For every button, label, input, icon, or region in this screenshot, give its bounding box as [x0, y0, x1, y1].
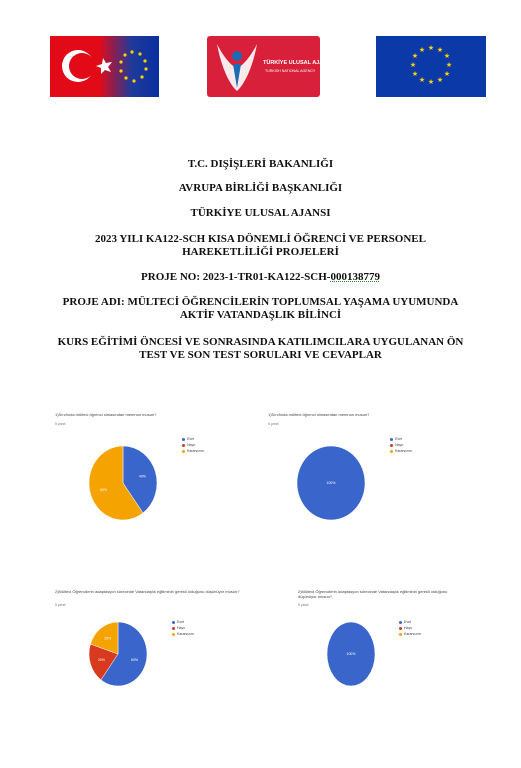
svg-text:★: ★	[409, 61, 417, 69]
legend-item-kararsizim	[399, 631, 421, 637]
legend-swatch	[182, 450, 185, 453]
legend-swatch	[390, 450, 393, 453]
slice-percentage-label: 20%	[104, 636, 112, 641]
legend-swatch	[182, 444, 185, 447]
turkey-eu-flag-logo	[50, 36, 159, 97]
chart-legend	[390, 436, 412, 454]
chart-legend	[172, 619, 194, 637]
legend-label: Kararsızım	[177, 632, 194, 636]
ministry-heading: T.C. DIŞİŞLERİ BAKANLIĞI	[187, 158, 334, 170]
national-agency-logo	[207, 36, 333, 97]
response-count: 5 yanıt	[268, 422, 279, 426]
legend-label: Evet	[187, 437, 195, 441]
pie-chart	[88, 445, 158, 521]
question-text: 2)Mülteci Öğrencilerin adaptasyon sürecinde Vatandaşlık eğitiminin gerekli olduğunu düşünüyor musun?	[55, 589, 240, 594]
chart-panel-4	[298, 589, 518, 699]
eu-directorate-heading: AVRUPA BİRLİĞİ BAŞKANLIĞI	[178, 182, 343, 194]
legend-swatch	[399, 627, 402, 630]
legend-swatch	[399, 633, 402, 636]
slice-percentage-label: 40%	[138, 474, 146, 479]
agency-name-en: TURKISH NATIONAL AGENCY	[265, 69, 316, 73]
slice-percentage-label: 60%	[131, 658, 139, 663]
eu-flag-logo	[376, 36, 486, 97]
svg-text:★: ★	[411, 52, 419, 60]
legend-item-kararsizim	[390, 448, 412, 454]
legend-swatch	[390, 444, 393, 447]
svg-text:★: ★	[436, 76, 444, 84]
slice-percentage-label: 20%	[97, 658, 105, 663]
svg-text:★: ★	[418, 76, 426, 84]
turkey-eu-flag-icon	[50, 36, 159, 97]
pie-chart	[296, 445, 366, 521]
legend-label: Hayır	[395, 443, 404, 447]
question-text: 1)Sınıfında mülteci öğrenci olmasından memnun musun?	[55, 412, 157, 417]
svg-text:★: ★	[436, 46, 444, 54]
program-heading: 2023 YILI KA122-SCH KISA DÖNEMLİ ÖĞRENCİ VE PERSONEL HAREKETLİLİĞİ PROJELERİ	[95, 233, 426, 258]
svg-text:★: ★	[427, 78, 435, 86]
svg-text:★: ★	[445, 61, 453, 69]
project-name-heading: PROJE ADI: MÜLTECİ ÖĞRENCİLERİN TOPLUMSAL YAŞAMA UYUMUNDA AKTİF VATANDAŞLIK BİLİNCİ	[62, 296, 459, 321]
legend-item-kararsizim	[182, 448, 204, 454]
legend-swatch	[399, 621, 402, 624]
legend-label: Kararsızım	[395, 449, 412, 453]
svg-text:★: ★	[443, 52, 451, 60]
legend-swatch	[172, 627, 175, 630]
project-number-prefix: PROJE NO: 2023-1-TR01-KA122-SCH-	[141, 271, 331, 283]
svg-text:★: ★	[411, 70, 419, 78]
chart-panel-2	[268, 412, 488, 522]
legend-label: Evet	[404, 620, 412, 624]
legend-item-kararsizim	[172, 631, 194, 637]
svg-text:★: ★	[418, 46, 426, 54]
question-text: 2)Mülteci Öğrencilerin adaptasyon sürecinde Vatandaşlık eğitiminin gerekli olduğunu düşünüyor musun?	[298, 589, 448, 599]
legend-label: Kararsızım	[404, 632, 421, 636]
chart-panel-3	[55, 589, 275, 699]
pie-chart	[326, 621, 376, 687]
chart-legend	[182, 436, 204, 454]
response-count: 5 yanıt	[298, 603, 309, 607]
legend-label: Hayır	[404, 626, 413, 630]
response-count: 5 yanıt	[55, 603, 66, 607]
agency-heading: TÜRKİYE ULUSAL AJANSI	[190, 207, 331, 219]
agency-name: TÜRKİYE ULUSAL AJANSI	[263, 60, 333, 66]
legend-label: Evet	[177, 620, 185, 624]
project-number	[40, 271, 481, 284]
legend-swatch	[182, 438, 185, 441]
slice-percentage-label: 100%	[346, 652, 356, 657]
document-title: KURS EĞİTİMİ ÖNCESİ VE SONRASINDA KATILIMCILARA UYGULANAN ÖN TEST VE SON TEST SORULARI VE CEVAPLAR	[57, 336, 464, 361]
legend-label: Evet	[395, 437, 403, 441]
legend-swatch	[172, 621, 175, 624]
legend-swatch	[390, 438, 393, 441]
chart-legend	[399, 619, 421, 637]
legend-swatch	[172, 633, 175, 636]
eu-flag-icon	[376, 36, 486, 97]
response-count: 5 yanıt	[55, 422, 66, 426]
project-number-suffix: 000138779	[330, 271, 380, 283]
legend-label: Hayır	[187, 443, 196, 447]
question-text: 1)Sınıfında mülteci öğrenci olmasından memnun musun?	[268, 412, 370, 417]
slice-percentage-label: 60%	[100, 488, 108, 493]
chart-panel-1	[55, 412, 275, 522]
national-agency-icon	[207, 36, 333, 97]
pie-chart	[88, 621, 148, 687]
legend-label: Kararsızım	[187, 449, 204, 453]
slice-percentage-label: 100%	[326, 481, 336, 486]
svg-text:★: ★	[443, 70, 451, 78]
legend-label: Hayır	[177, 626, 186, 630]
svg-text:★: ★	[427, 44, 435, 52]
